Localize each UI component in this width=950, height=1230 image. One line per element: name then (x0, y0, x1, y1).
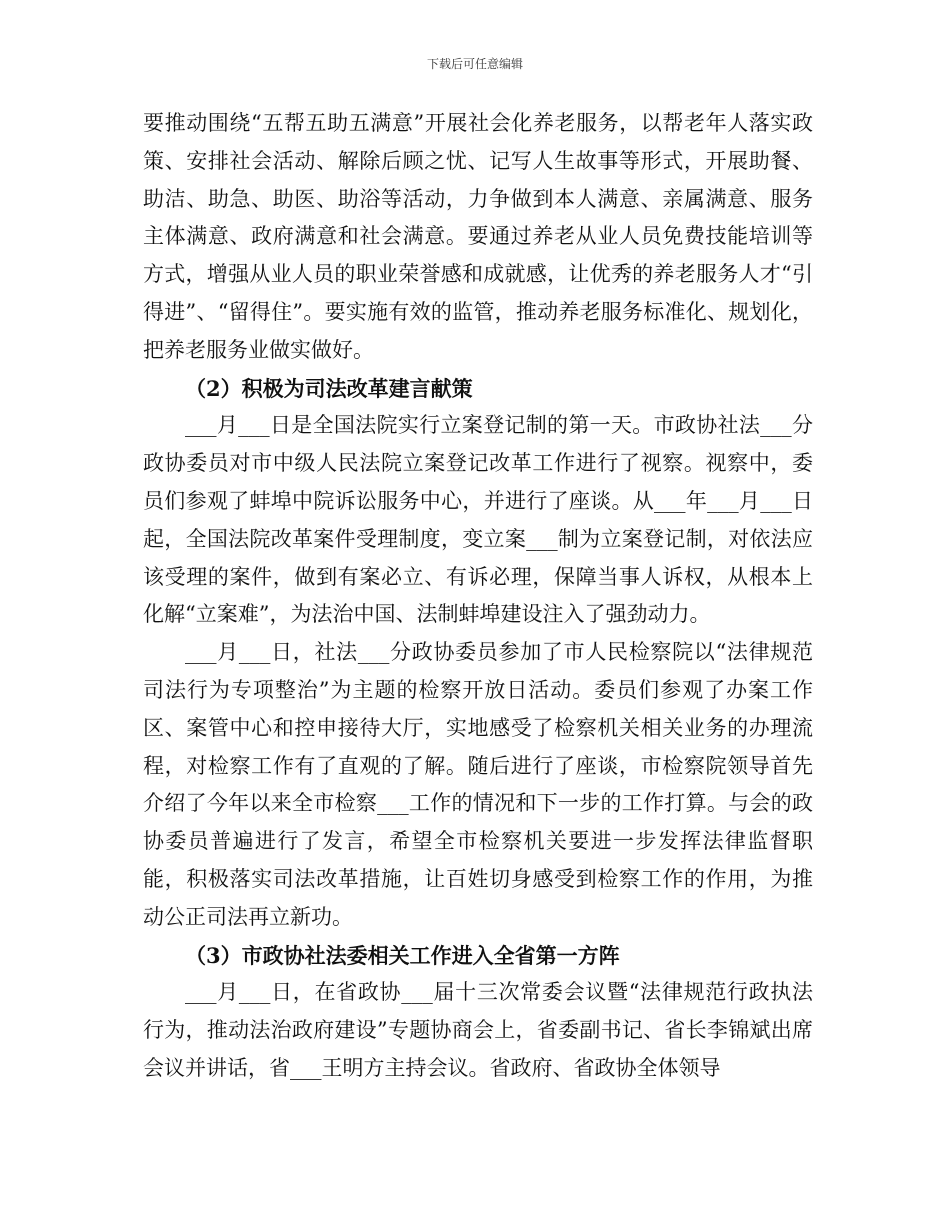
heading-provincial-first-tier: （3）市政协社法委相关工作进入全省第一方阵 (185, 942, 620, 968)
paragraph-elderly-services: 要推动围绕“五帮五助五满意”开展社会化养老服务，以帮老年人落实政策、安排社会活动、解除后顾之忧、记写人生故事等形式，开展助餐、助洁、助急、助医、助浴等活动，力争做到本人满意、亲属满意、服务主体满意、政府满意和社会满意。要通过养老从业人员免费技能培训等方式，增强从业人员的职业荣誉感和成就感，让优秀的养老服务人才“引得进”、“留得住”。要实施有效的监管，推动养老服务标准化、规划化，把养老服务业做实做好。 (143, 111, 813, 362)
paragraph-court-registration: ___月___日是全国法院实行立案登记制的第一天。市政协社法___分政协委员对市中级人民法院立案登记改革工作进行了视察。视察中，委员们参观了蚌埠中院诉讼服务中心，并进行了座谈。从___年___月___日起，全国法院改革案件受理制度，变立案___制为立案登记制，对依法应该受理的案件，做到有案必立、有诉必理，保障当事人诉权，从根本上化解“立案难”，为法治中国、法制蚌埠建设注入了强劲动力。 (143, 413, 813, 627)
document-body (143, 105, 813, 1088)
paragraph-procuratorate-open-day: ___月___日，社法___分政协委员参加了市人民检察院以“法律规范司法行为专项整治”为主题的检察开放日活动。委员们参观了办案工作区、案管中心和控申接待大厅，实地感受了检察机关相关业务的办理流程，对检察工作有了直观的了解。随后进行了座谈，市检察院领导首先介绍了今年以来全市检察___工作的情况和下一步的工作打算。与会的政协委员普遍进行了发言，希望全市检察机关要进一步发挥法律监督职能，积极落实司法改革措施，让百姓切身感受到检察工作的作用，为推动公正司法再立新功。 (143, 640, 813, 929)
paragraph-provincial-meeting: ___月___日，在省政协___届十三次常委会议暨“法律规范行政执法行为，推动法治政府建设”专题协商会上，省委副书记、省长李锦斌出席会议并讲话，省___王明方主持会议。省政府、省政协全体领导 (143, 980, 813, 1080)
heading-judicial-reform: （2）积极为司法改革建言献策 (185, 375, 473, 401)
page-header-note: 下载后可任意编辑 (426, 57, 523, 71)
